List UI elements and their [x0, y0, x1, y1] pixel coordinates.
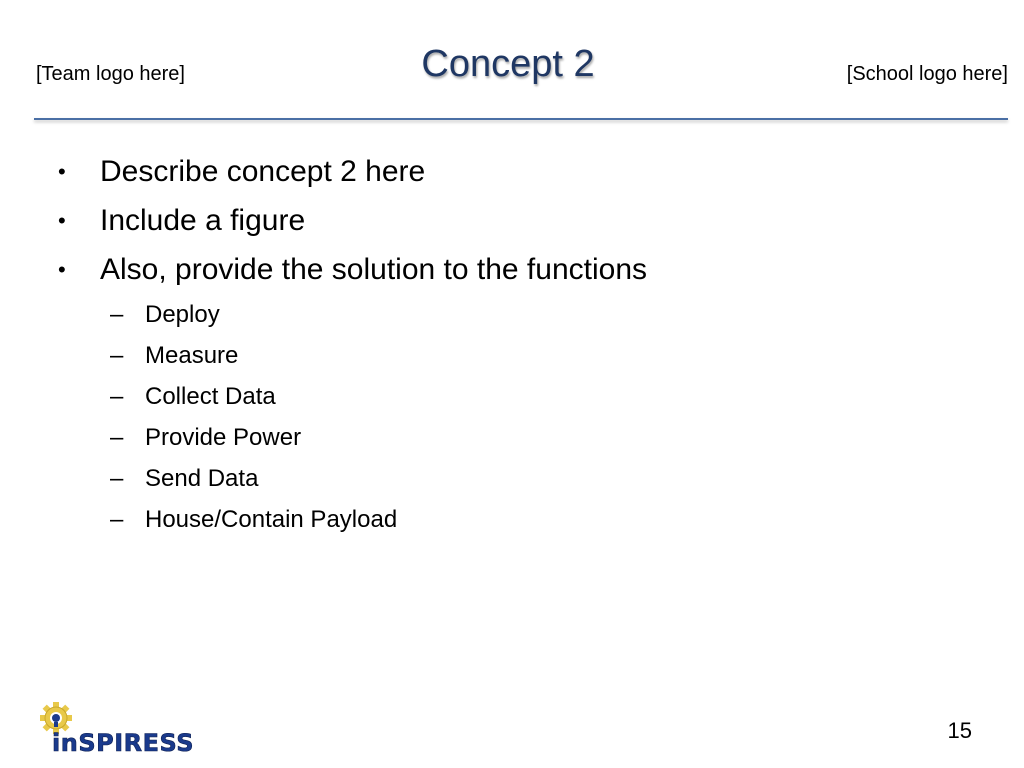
- title-divider: [34, 118, 1008, 120]
- slide-number: 15: [947, 718, 972, 743]
- sub-bullet-text: Measure: [145, 342, 239, 369]
- sub-bullet-marker: –: [110, 465, 124, 492]
- bullet-marker: •: [58, 159, 66, 184]
- inspiress-logo: [34, 698, 234, 758]
- sub-bullet-marker: –: [110, 301, 124, 328]
- bullet-text: Include a figure: [100, 204, 306, 237]
- bullet-marker: •: [58, 257, 66, 282]
- team-logo-placeholder: [Team logo here]: [36, 63, 185, 85]
- sub-bullet-marker: –: [110, 383, 124, 410]
- school-logo-placeholder: [School logo here]: [846, 63, 1008, 85]
- sub-bullet-text: Collect Data: [145, 383, 276, 410]
- bullet-text: Also, provide the solution to the functions: [100, 253, 648, 286]
- sub-bullet-marker: –: [110, 424, 124, 451]
- bullet-marker: •: [58, 208, 66, 233]
- sub-bullet-text: Deploy: [145, 301, 220, 328]
- sub-bullet-marker: –: [110, 506, 124, 533]
- sub-bullet-text: Send Data: [145, 465, 259, 492]
- sub-bullet-marker: –: [110, 342, 124, 369]
- bullet-text: Describe concept 2 here: [100, 155, 426, 188]
- sub-bullet-text: Provide Power: [145, 424, 302, 451]
- slide-title: Concept 2: [421, 43, 595, 85]
- sub-bullet-text: House/Contain Payload: [145, 506, 398, 533]
- svg-text:inSPIRESS: inSPIRESS: [52, 729, 194, 757]
